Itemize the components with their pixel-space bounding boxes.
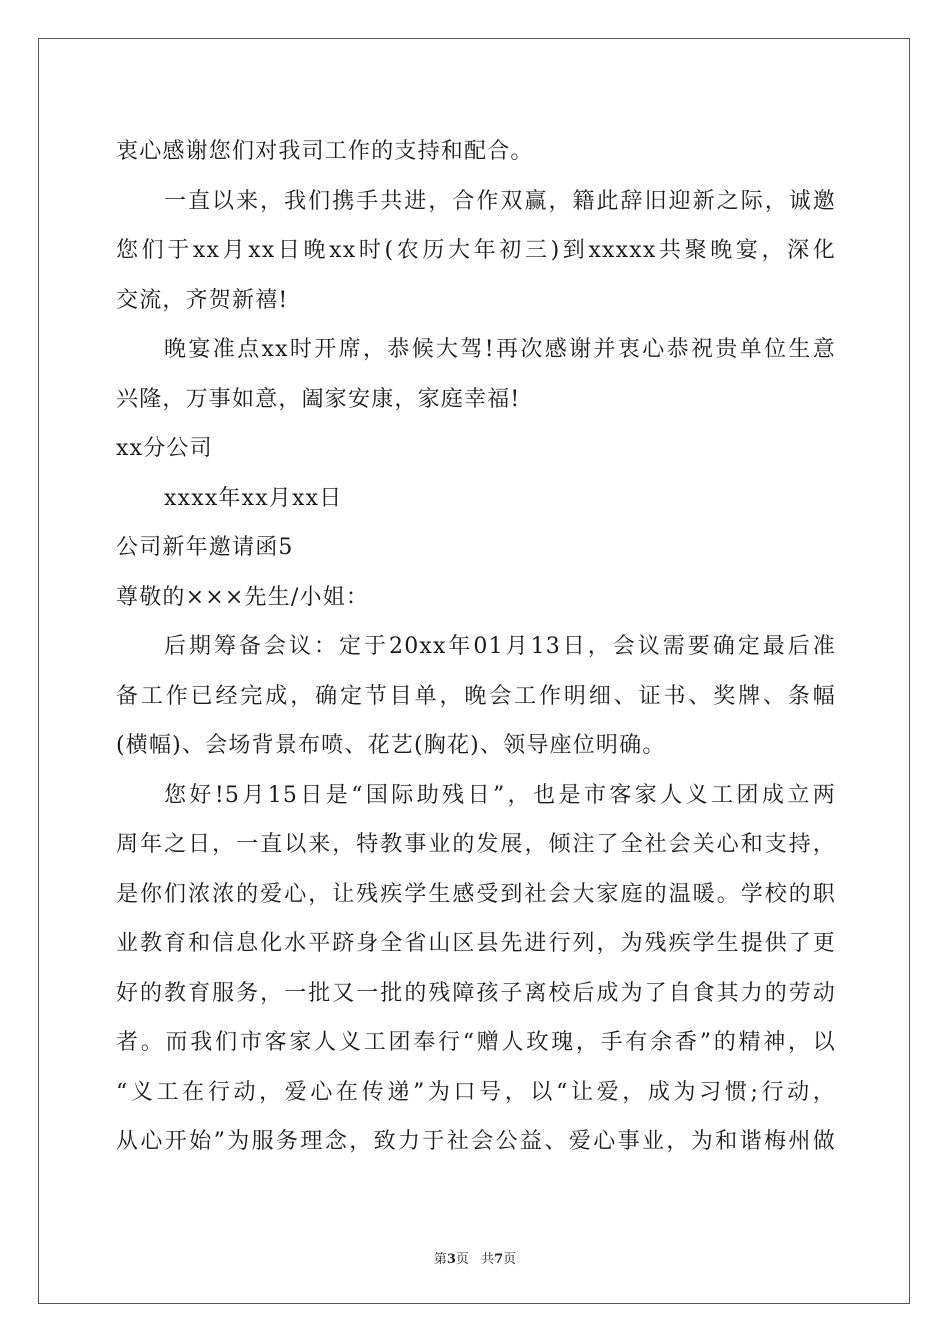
- text-line: “义工在行动，爱心在传递”为口号，以“让爱，成为习惯;行动，: [116, 1079, 836, 1105]
- text-line: 一直以来，我们携手共进，合作双赢，籍此辞旧迎新之际，诚邀: [164, 188, 836, 214]
- text-line: 周年之日，一直以来，特教事业的发展，倾注了全社会关心和支持，: [116, 832, 836, 857]
- signature-date: xxxx年xx月xx日: [164, 485, 343, 511]
- text-line: 者。而我们市客家人义工团奉行“赠人玫瑰，手有余香”的精神，以: [116, 1030, 836, 1055]
- text-line: (横幅)、会场背景布喷、花艺(胸花)、领导座位明确。: [116, 733, 666, 758]
- text-line: 您们于xx月xx日晚xx时(农历大年初三)到xxxxx共聚晚宴，深化: [116, 238, 836, 263]
- page-total: 共7页: [481, 1252, 517, 1267]
- text-line: 您好!5月15日是“国际助残日”，也是市客家人义工团成立两: [164, 782, 836, 808]
- section-title: 公司新年邀请函5: [116, 535, 294, 560]
- page-number: 第3页: [433, 1252, 469, 1267]
- text-line: 衷心感谢您们对我司工作的支持和配合。: [116, 139, 534, 164]
- text-line: 兴隆，万事如意，阖家安康，家庭幸福!: [116, 386, 521, 412]
- text-line: 交流，齐贺新禧!: [116, 287, 289, 313]
- text-line: 晚宴准点xx时开席，恭候大驾!再次感谢并衷心恭祝贵单位生意: [164, 337, 836, 362]
- text-line: 好的教育服务，一批又一批的残障孩子离校后成为了自食其力的劳动: [116, 980, 836, 1006]
- salutation: 尊敬的×××先生/小姐：: [116, 584, 370, 610]
- signature-company: xx分公司: [116, 436, 213, 461]
- text-line: 是你们浓浓的爱心，让残疾学生感受到社会大家庭的温暖。学校的职: [116, 881, 836, 907]
- text-line: 后期筹备会议：定于20xx年01月13日，会议需要确定最后准: [164, 634, 836, 659]
- text-line: 从心开始”为服务理念，致力于社会公益、爱心事业，为和谐梅州做: [116, 1129, 836, 1154]
- text-line: 备工作已经完成，确定节目单，晚会工作明细、证书、奖牌、条幅: [116, 683, 836, 709]
- text-line: 业教育和信息化水平跻身全省山区县先进行列，为残疾学生提供了更: [116, 931, 836, 956]
- page-footer: [0, 1248, 950, 1267]
- document-body: [116, 127, 836, 1167]
